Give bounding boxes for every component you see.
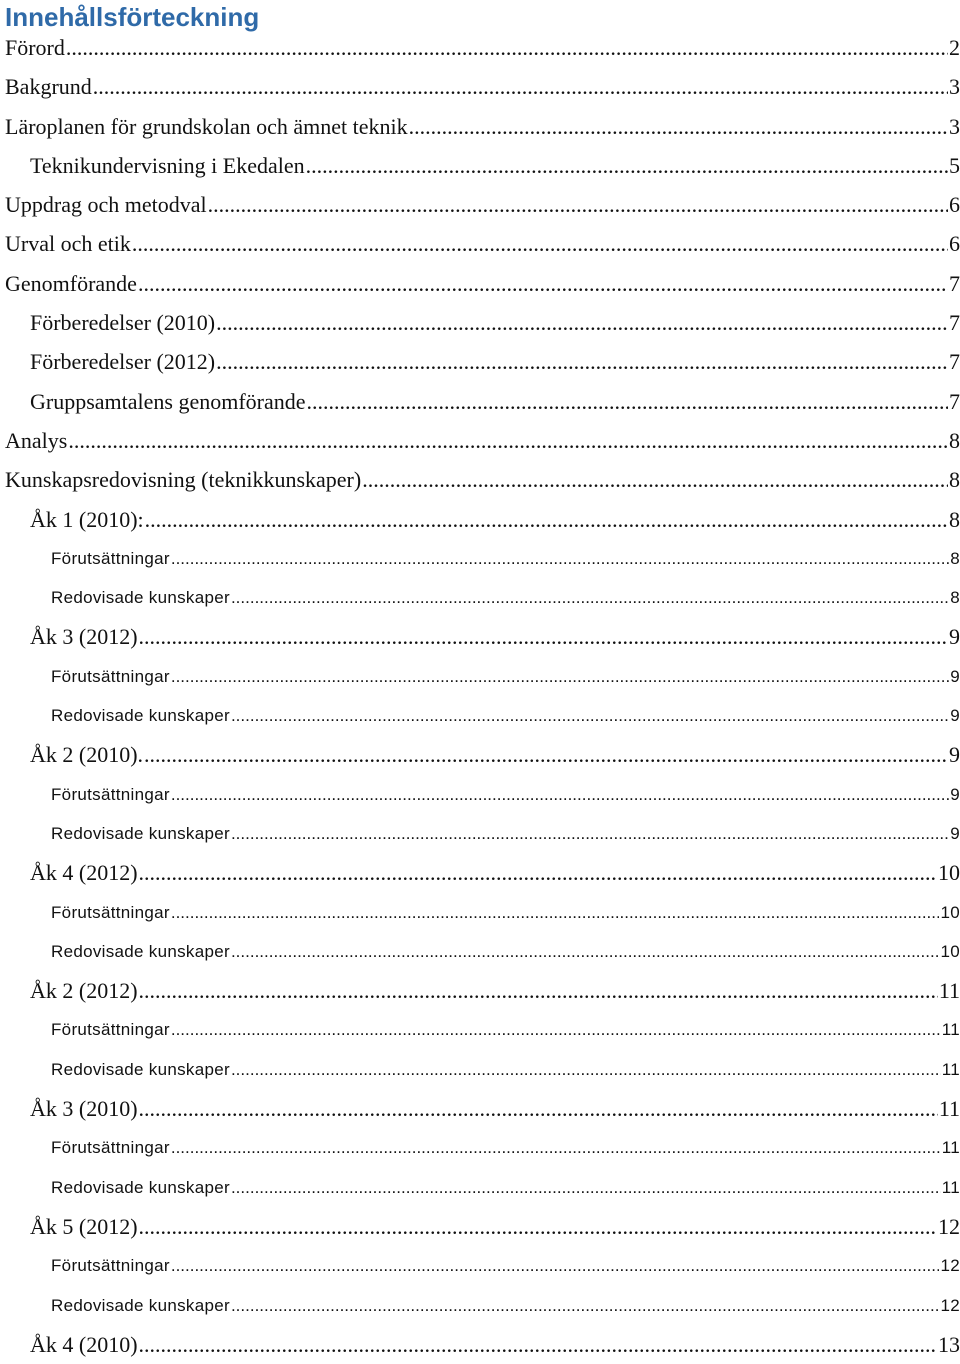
toc-entry-page-number: 9 [950,823,960,843]
toc-entry[interactable] [0,1168,960,1207]
toc-dot-leader [139,853,937,892]
toc-dot-leader [208,185,948,224]
toc-dot-leader [144,735,948,774]
toc-dot-leader [216,342,948,381]
toc-entry[interactable] [0,617,960,656]
toc-entry-label: Åk 2 (2012) [30,978,138,1004]
toc-entry-label: Analys [5,427,68,453]
toc-entry[interactable] [0,107,960,146]
toc-entry-page-number: 7 [949,270,960,296]
toc-entry-page-number: 2 [949,35,960,60]
toc-entry-page-number: 8 [949,506,960,532]
toc-entry[interactable] [0,893,960,932]
toc-entry[interactable] [0,500,960,539]
toc-entry[interactable] [0,1286,960,1325]
toc-dot-leader [171,657,949,696]
toc-dot-leader [409,107,948,146]
toc-entry-label: Förberedelser (2012) [30,349,216,375]
toc-entry-page-number: 13 [938,1331,960,1357]
toc-entry[interactable] [0,775,960,814]
toc-entry-label: Åk 2 (2010). [30,742,144,768]
toc-entry[interactable] [0,1128,960,1167]
toc-entry-label: Åk 3 (2010) [30,1096,138,1122]
toc-entry-label: Redovisade kunskaper [51,1295,230,1315]
toc-entry[interactable] [0,460,960,499]
toc-entry-label: Redovisade kunskaper [51,1177,230,1197]
toc-entry[interactable] [0,696,960,735]
toc-entry[interactable] [0,971,960,1010]
toc-dot-leader [171,1010,941,1049]
toc-entry-page-number: 8 [950,588,960,608]
toc-entry-label: Teknikundervisning i Ekedalen [30,152,305,178]
toc-entry[interactable] [0,146,960,185]
toc-entry[interactable] [0,1050,960,1089]
toc-dot-leader [139,1207,937,1246]
toc-entry[interactable] [0,578,960,617]
toc-entry[interactable] [0,735,960,774]
toc-entry[interactable] [0,224,960,263]
toc-entry[interactable] [0,28,960,67]
toc-entry-label: Genomförande [5,270,137,296]
toc-dot-leader [306,146,948,185]
toc-entry-page-number: 10 [940,941,960,961]
toc-entry-label: Redovisade kunskaper [51,823,230,843]
toc-entry[interactable] [0,67,960,106]
toc-dot-leader [171,1128,941,1167]
toc-dot-leader [307,382,948,421]
toc-entry-page-number: 7 [949,349,960,375]
toc-dot-leader [231,696,949,735]
toc-dot-leader [66,28,948,67]
toc-dot-leader [231,1168,941,1207]
toc-entry[interactable] [0,657,960,696]
toc-dot-leader [362,460,948,499]
toc-entry-page-number: 8 [949,467,960,493]
toc-entry-page-number: 9 [950,706,960,726]
toc-entry-page-number: 5 [949,152,960,178]
toc-entry-page-number: 8 [950,548,960,568]
toc-dot-leader [231,1286,940,1325]
toc-dot-leader [231,814,949,853]
toc-entry-page-number: 10 [938,860,960,886]
toc-entry-page-number: 7 [949,310,960,336]
toc-entry-label: Förutsättningar [51,666,170,686]
toc-dot-leader [139,971,938,1010]
toc-entry-label: Redovisade kunskaper [51,941,230,961]
toc-dot-leader [231,1050,941,1089]
toc-entry-label: Bakgrund [5,74,92,100]
toc-entry[interactable] [0,185,960,224]
toc-entry[interactable] [0,1010,960,1049]
toc-entry-label: Åk 4 (2012) [30,860,138,886]
toc-dot-leader [216,303,948,342]
toc-entry-label: Förberedelser (2010) [30,310,216,336]
toc-entry-page-number: 3 [949,74,960,100]
toc-entry-label: Urval och etik [5,231,131,257]
toc-entry[interactable] [0,264,960,303]
toc-entry[interactable] [0,539,960,578]
toc-entry-page-number: 12 [940,1295,960,1315]
toc-entry-page-number: 9 [950,666,960,686]
toc-entry-label: Förord [5,35,65,60]
toc-entry-page-number: 10 [940,902,960,922]
toc-entry-label: Redovisade kunskaper [51,1059,230,1079]
toc-entry-page-number: 6 [949,192,960,218]
toc-entry-page-number: 7 [949,388,960,414]
toc-entry-page-number: 11 [941,1059,960,1079]
toc-dot-leader [171,775,949,814]
toc-entry-page-number: 11 [941,1177,960,1197]
toc-dot-leader [171,893,940,932]
toc-list [0,28,960,1364]
toc-entry-label: Åk 1 (2010): [30,506,144,532]
toc-entry-label: Förutsättningar [51,784,170,804]
toc-entry-page-number: 9 [949,624,960,650]
toc-dot-leader [132,224,948,263]
toc-entry-page-number: 8 [949,427,960,453]
toc-entry-page-number: 11 [938,1096,960,1122]
toc-entry-page-number: 9 [949,742,960,768]
toc-entry-page-number: 12 [938,1213,960,1239]
toc-entry[interactable] [0,421,960,460]
toc-entry-page-number: 11 [941,1138,960,1158]
toc-entry[interactable] [0,932,960,971]
toc-entry-label: Förutsättningar [51,1020,170,1040]
toc-dot-leader [138,264,948,303]
toc-entry[interactable] [0,1325,960,1364]
toc-entry-label: Åk 5 (2012) [30,1213,138,1239]
toc-entry[interactable] [0,1089,960,1128]
toc-entry[interactable] [0,1246,960,1285]
toc-dot-leader [139,1325,937,1364]
toc-dot-leader [139,1089,938,1128]
toc-heading: Innehållsförteckning [5,2,260,32]
toc-entry-label: Redovisade kunskaper [51,706,230,726]
toc-entry[interactable] [0,853,960,892]
toc-entry-page-number: 9 [950,784,960,804]
toc-dot-leader [68,421,948,460]
toc-entry-label: Förutsättningar [51,1138,170,1158]
toc-entry[interactable] [0,303,960,342]
toc-entry-label: Gruppsamtalens genomförande [30,388,306,414]
toc-dot-leader [231,578,949,617]
toc-entry-label: Uppdrag och metodval [5,192,207,218]
toc-dot-leader [93,67,948,106]
toc-dot-leader [231,932,940,971]
toc-entry-page-number: 3 [949,113,960,139]
toc-entry[interactable] [0,814,960,853]
toc-entry-page-number: 6 [949,231,960,257]
toc-entry[interactable] [0,382,960,421]
toc-entry-label: Förutsättningar [51,902,170,922]
toc-dot-leader [139,617,948,656]
toc-entry[interactable] [0,342,960,381]
toc-dot-leader [145,500,948,539]
toc-entry-label: Kunskapsredovisning (teknikkunskaper) [5,467,362,493]
toc-dot-leader [171,1246,940,1285]
toc-dot-leader [171,539,949,578]
toc-entry-label: Läroplanen för grundskolan och ämnet teknik [5,113,408,139]
toc-entry[interactable] [0,1207,960,1246]
toc-entry-label: Åk 3 (2012) [30,624,138,650]
toc-entry-page-number: 11 [938,978,960,1004]
toc-entry-label: Förutsättningar [51,548,170,568]
toc-entry-page-number: 11 [941,1020,960,1040]
toc-entry-label: Åk 4 (2010) [30,1331,138,1357]
toc-entry-label: Redovisade kunskaper [51,588,230,608]
toc-entry-page-number: 12 [940,1256,960,1276]
toc-entry-label: Förutsättningar [51,1256,170,1276]
